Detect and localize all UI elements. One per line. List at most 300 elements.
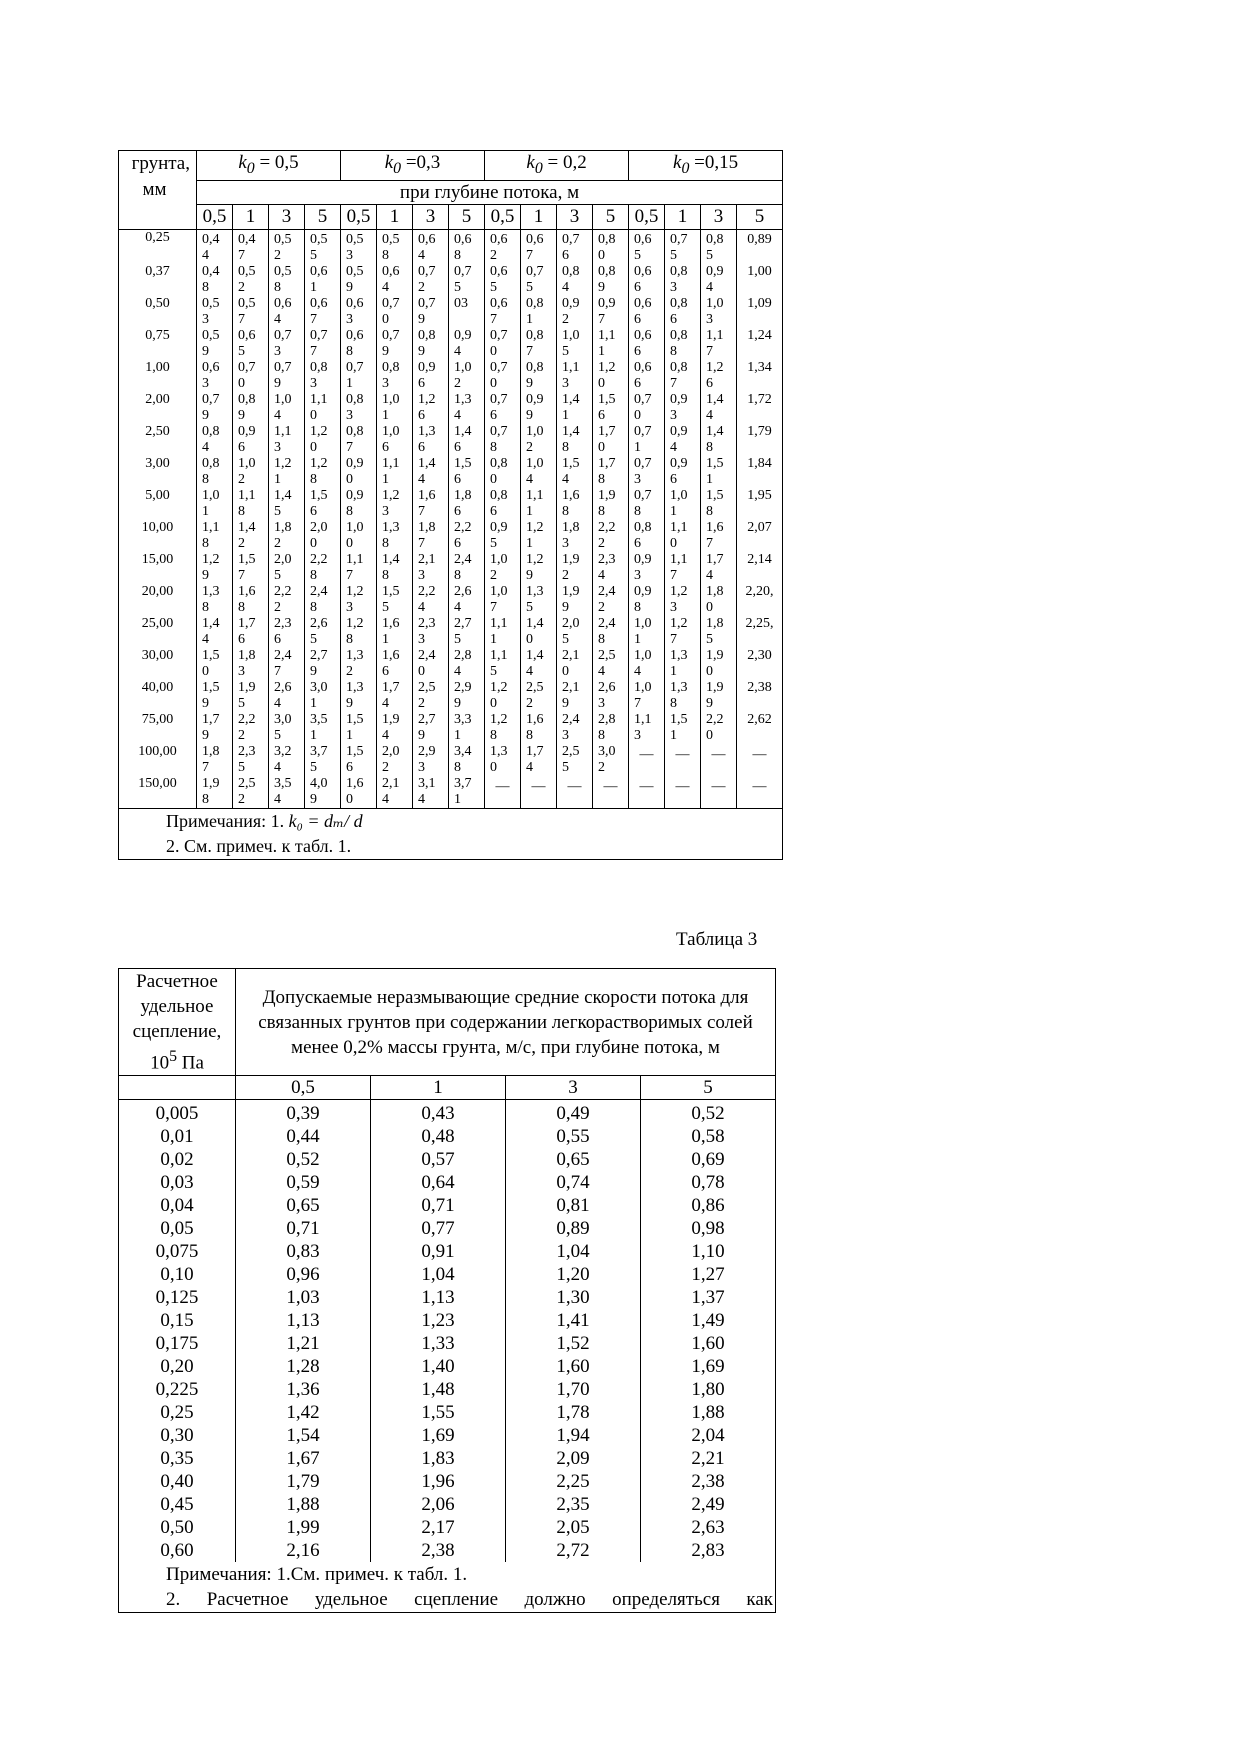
velocity-cell: 1,60 xyxy=(506,1355,641,1378)
velocity-cell: 1,7 0 xyxy=(593,424,629,456)
grain-size-cell: 40,00 xyxy=(119,680,197,712)
velocity-cell: 1,2 0 xyxy=(593,360,629,392)
velocity-cell: 2,62 xyxy=(737,712,783,744)
velocity-cell: 2,4 2 xyxy=(593,584,629,616)
velocity-cell: 0,89 xyxy=(506,1217,641,1240)
velocity-cell: 1,7 6 xyxy=(233,616,269,648)
velocity-cell: 0,7 8 xyxy=(629,488,665,520)
velocity-cell: — xyxy=(737,744,783,776)
table-row xyxy=(119,1286,776,1309)
table-row xyxy=(119,1378,776,1401)
depth-col-header: 3 xyxy=(701,204,737,229)
velocity-cell: 0,9 6 xyxy=(665,456,701,488)
velocity-cell: 1,79 xyxy=(236,1470,371,1493)
velocity-cell: 1,41 xyxy=(506,1309,641,1332)
velocity-cell: 1,94 xyxy=(506,1424,641,1447)
velocity-cell: 0,6 6 xyxy=(629,360,665,392)
velocity-cell: 2,4 3 xyxy=(557,712,593,744)
velocity-cell: 0,7 0 xyxy=(485,328,521,360)
velocity-cell: 0,8 9 xyxy=(233,392,269,424)
velocity-cell: 1,4 4 xyxy=(521,648,557,680)
velocity-cell: 0,6 6 xyxy=(629,264,665,296)
grain-size-cell: 30,00 xyxy=(119,648,197,680)
velocity-cell: 1,1 1 xyxy=(521,488,557,520)
velocity-cell: 1,3 9 xyxy=(341,680,377,712)
velocity-cell: 1,67 xyxy=(236,1447,371,1470)
velocity-cell: 3,4 8 xyxy=(449,744,485,776)
velocity-cell: 1,6 7 xyxy=(701,520,737,552)
grain-velocity-table xyxy=(118,150,783,860)
velocity-cell: 1,5 9 xyxy=(197,680,233,712)
velocity-cell: 2,8 8 xyxy=(593,712,629,744)
velocity-cell: 1,24 xyxy=(737,328,783,360)
velocity-cell: 1,2 3 xyxy=(341,584,377,616)
depth-col-header: 3 xyxy=(413,204,449,229)
velocity-cell: 1,0 1 xyxy=(197,488,233,520)
velocity-cell: 2,63 xyxy=(641,1516,776,1539)
velocity-cell: 0,7 3 xyxy=(269,328,305,360)
velocity-cell: 1,6 6 xyxy=(377,648,413,680)
velocity-cell: 0,7 2 xyxy=(413,264,449,296)
velocity-cell: 0,8 9 xyxy=(521,360,557,392)
velocity-cell: — xyxy=(557,776,593,809)
velocity-cell: 1,03 xyxy=(236,1286,371,1309)
velocity-cell: 0,6 3 xyxy=(197,360,233,392)
velocity-cell: 1,80 xyxy=(641,1378,776,1401)
velocity-cell: 1,3 4 xyxy=(449,392,485,424)
velocity-cell: 1,2 7 xyxy=(665,616,701,648)
velocity-cell: 1,9 4 xyxy=(377,712,413,744)
velocity-cell: 1,28 xyxy=(236,1355,371,1378)
velocity-cell: 2,4 8 xyxy=(449,552,485,584)
velocity-cell: 0,71 xyxy=(371,1194,506,1217)
cohesion-cell: 0,175 xyxy=(119,1332,236,1355)
velocity-cell: — xyxy=(629,776,665,809)
velocity-cell: 1,0 1 xyxy=(629,616,665,648)
velocity-cell: 0,9 8 xyxy=(341,488,377,520)
velocity-cell: 1,5 0 xyxy=(197,648,233,680)
grain-size-cell: 0,75 xyxy=(119,328,197,360)
velocity-cell: 0,6 7 xyxy=(521,229,557,264)
table-row xyxy=(119,488,783,520)
velocity-cell: 0,52 xyxy=(236,1148,371,1171)
velocity-cell: 2,3 4 xyxy=(593,552,629,584)
note-1 xyxy=(119,808,783,834)
velocity-cell: 1,4 5 xyxy=(269,488,305,520)
velocity-cell: 1,8 7 xyxy=(413,520,449,552)
velocity-cell: 3,3 1 xyxy=(449,712,485,744)
table-row xyxy=(119,229,783,264)
velocity-cell: 0,8 9 xyxy=(593,264,629,296)
velocity-cell: 0,9 3 xyxy=(665,392,701,424)
grain-size-cell: 15,00 xyxy=(119,552,197,584)
velocity-cell: 2,1 0 xyxy=(557,648,593,680)
cohesion-cell: 0,35 xyxy=(119,1447,236,1470)
velocity-cell: 0,5 2 xyxy=(233,264,269,296)
depth-col-header: 5 xyxy=(593,204,629,229)
velocity-cell: 2,7 5 xyxy=(449,616,485,648)
velocity-cell: 0,8 8 xyxy=(197,456,233,488)
note-row xyxy=(119,808,783,834)
velocity-cell: — xyxy=(665,776,701,809)
velocity-cell: 1,0 4 xyxy=(269,392,305,424)
velocity-cell: 0,7 6 xyxy=(485,392,521,424)
velocity-cell: 0,5 8 xyxy=(269,264,305,296)
table-row xyxy=(119,456,783,488)
velocity-cell: 1,9 9 xyxy=(557,584,593,616)
velocity-cell: 2,5 2 xyxy=(521,680,557,712)
velocity-cell: — xyxy=(665,744,701,776)
table-row xyxy=(119,1309,776,1332)
note-2: 2. См. примеч. к табл. 1. xyxy=(119,834,783,860)
velocity-cell: 3,0 1 xyxy=(305,680,341,712)
velocity-cell: 3,2 4 xyxy=(269,744,305,776)
velocity-cell: 1,5 4 xyxy=(557,456,593,488)
velocity-cell: 2,0 5 xyxy=(269,552,305,584)
velocity-cell: 0,5 5 xyxy=(305,229,341,264)
velocity-cell: 0,8 6 xyxy=(665,296,701,328)
velocity-cell: 0,7 5 xyxy=(521,264,557,296)
velocity-cell: 1,1 3 xyxy=(557,360,593,392)
table-row xyxy=(119,1148,776,1171)
table-row xyxy=(119,712,783,744)
velocity-cell: 1,4 8 xyxy=(557,424,593,456)
velocity-cell: 2,16 xyxy=(236,1539,371,1562)
velocity-cell: 1,13 xyxy=(371,1286,506,1309)
velocity-cell: 3,0 5 xyxy=(269,712,305,744)
velocity-cell: 2,38 xyxy=(737,680,783,712)
velocity-cell: 2,30 xyxy=(737,648,783,680)
velocity-cell: 2,38 xyxy=(641,1470,776,1493)
velocity-cell: 2,4 0 xyxy=(413,648,449,680)
table-row xyxy=(119,1493,776,1516)
velocity-cell: 3,1 4 xyxy=(413,776,449,809)
note-row xyxy=(119,1587,776,1613)
velocity-cell: 0,8 9 xyxy=(413,328,449,360)
velocity-cell: 2,2 8 xyxy=(305,552,341,584)
velocity-cell: 0,6 3 xyxy=(341,296,377,328)
velocity-cell: 1,88 xyxy=(641,1401,776,1424)
velocity-cell: 2,6 5 xyxy=(305,616,341,648)
velocity-cell: 0,9 9 xyxy=(521,392,557,424)
velocity-cell: 1,83 xyxy=(371,1447,506,1470)
velocity-cell: 1,1 0 xyxy=(665,520,701,552)
velocity-cell: 0,8 6 xyxy=(485,488,521,520)
velocity-cell: 2,09 xyxy=(506,1447,641,1470)
velocity-cell: 1,4 2 xyxy=(233,520,269,552)
velocity-cell: 1,2 1 xyxy=(521,520,557,552)
velocity-cell: 1,8 3 xyxy=(557,520,593,552)
velocity-cell: 1,6 8 xyxy=(521,712,557,744)
velocity-cell: 1,2 0 xyxy=(485,680,521,712)
velocity-cell: 2,25 xyxy=(506,1470,641,1493)
velocity-cell: 1,54 xyxy=(236,1424,371,1447)
velocity-cell: 1,2 6 xyxy=(413,392,449,424)
velocity-cell: 0,6 5 xyxy=(233,328,269,360)
velocity-cell: 0,8 7 xyxy=(665,360,701,392)
depth-col-header: 0,5 xyxy=(236,1076,371,1100)
velocity-cell: 1,2 0 xyxy=(305,424,341,456)
cohesion-cell: 0,075 xyxy=(119,1240,236,1263)
velocity-cell: 0,8 3 xyxy=(665,264,701,296)
velocity-cell: 0,5 9 xyxy=(341,264,377,296)
depth-col-header: 5 xyxy=(641,1076,776,1100)
velocity-cell: 2,5 2 xyxy=(233,776,269,809)
velocity-cell: 1,3 6 xyxy=(413,424,449,456)
velocity-cell: 0,8 3 xyxy=(305,360,341,392)
velocity-cell: 0,64 xyxy=(371,1171,506,1194)
velocity-cell: — xyxy=(485,776,521,809)
velocity-cell: 1,96 xyxy=(371,1470,506,1493)
velocity-cell: 1,49 xyxy=(641,1309,776,1332)
depth-col-header: 3 xyxy=(269,204,305,229)
grain-size-cell: 25,00 xyxy=(119,616,197,648)
table-row xyxy=(119,552,783,584)
cohesion-cell: 0,25 xyxy=(119,1401,236,1424)
velocity-cell: 0,39 xyxy=(236,1100,371,1126)
velocity-cell: 1,5 6 xyxy=(305,488,341,520)
cohesion-cell: 0,15 xyxy=(119,1309,236,1332)
velocity-cell: 1,70 xyxy=(506,1378,641,1401)
velocity-cell: 2,06 xyxy=(371,1493,506,1516)
velocity-main-header: Допускаемые неразмывающие средние скорости потока для связанных грунтов при содержании легкорастворимых солей менее 0,2% массы грунта, м/с, при глубине потока, м xyxy=(236,969,776,1076)
velocity-cell: 1,5 8 xyxy=(701,488,737,520)
velocity-cell: 0,7 6 xyxy=(557,229,593,264)
velocity-cell: 1,9 8 xyxy=(197,776,233,809)
grain-size-header-line2: мм xyxy=(142,179,167,200)
velocity-cell: 1,4 4 xyxy=(197,616,233,648)
note-1-prefix: Примечания: 1. xyxy=(166,810,285,831)
velocity-cell: 1,69 xyxy=(641,1355,776,1378)
depth-col-header: 5 xyxy=(305,204,341,229)
k-header-3: $k_0 = 0,2$ xyxy=(485,151,629,181)
velocity-cell: 0,9 3 xyxy=(629,552,665,584)
velocity-cell: 1,0 1 xyxy=(377,392,413,424)
table-row xyxy=(119,616,783,648)
velocity-cell: 1,5 5 xyxy=(377,584,413,616)
velocity-cell: 1,3 8 xyxy=(377,520,413,552)
velocity-cell: 0,6 6 xyxy=(629,296,665,328)
velocity-cell: 1,8 0 xyxy=(701,584,737,616)
grain-size-cell: 0,25 xyxy=(119,229,197,264)
velocity-cell: 1,9 9 xyxy=(701,680,737,712)
cohesion-cell: 0,01 xyxy=(119,1125,236,1148)
table-row xyxy=(119,1171,776,1194)
velocity-cell: 1,0 5 xyxy=(557,328,593,360)
table-row xyxy=(119,584,783,616)
velocity-cell: 0,9 0 xyxy=(341,456,377,488)
velocity-cell: 1,4 8 xyxy=(377,552,413,584)
velocity-cell: 0,5 8 xyxy=(377,229,413,264)
table-row xyxy=(119,1217,776,1240)
depth-col-header: 1 xyxy=(665,204,701,229)
velocity-cell: 3,5 4 xyxy=(269,776,305,809)
velocity-cell: 0,6 6 xyxy=(629,328,665,360)
velocity-cell: 2,1 4 xyxy=(377,776,413,809)
velocity-cell: 1,9 2 xyxy=(557,552,593,584)
velocity-cell: 0,58 xyxy=(641,1125,776,1148)
velocity-cell: 0,8 6 xyxy=(629,520,665,552)
velocity-cell: 2,21 xyxy=(641,1447,776,1470)
velocity-cell: 0,7 0 xyxy=(233,360,269,392)
velocity-cell: 1,5 6 xyxy=(341,744,377,776)
velocity-cell: 1,00 xyxy=(737,264,783,296)
velocity-cell: 1,0 0 xyxy=(341,520,377,552)
velocity-cell: 1,79 xyxy=(737,424,783,456)
cohesion-cell: 0,45 xyxy=(119,1493,236,1516)
velocity-cell: 0,71 xyxy=(236,1217,371,1240)
velocity-cell: 0,8 4 xyxy=(197,424,233,456)
velocity-cell: 0,78 xyxy=(641,1171,776,1194)
velocity-cell: 1,0 7 xyxy=(629,680,665,712)
table-row xyxy=(119,1194,776,1217)
velocity-cell: 0,8 0 xyxy=(485,456,521,488)
table-row xyxy=(119,1332,776,1355)
velocity-cell: — xyxy=(521,776,557,809)
velocity-cell: 1,23 xyxy=(371,1309,506,1332)
grain-size-cell: 10,00 xyxy=(119,520,197,552)
velocity-cell: 0,96 xyxy=(236,1263,371,1286)
velocity-cell: 0,7 3 xyxy=(629,456,665,488)
velocity-cell: 1,8 2 xyxy=(269,520,305,552)
velocity-cell: 1,1 5 xyxy=(485,648,521,680)
velocity-cell: 1,4 0 xyxy=(521,616,557,648)
velocity-cell: — xyxy=(629,744,665,776)
velocity-cell: 1,1 0 xyxy=(305,392,341,424)
velocity-cell: 0,5 9 xyxy=(197,328,233,360)
velocity-cell: 1,2 6 xyxy=(701,360,737,392)
velocity-cell: 1,9 8 xyxy=(593,488,629,520)
velocity-cell: — xyxy=(701,744,737,776)
cohesion-cell: 0,20 xyxy=(119,1355,236,1378)
velocity-cell: 2,72 xyxy=(506,1539,641,1562)
velocity-cell: 0,48 xyxy=(371,1125,506,1148)
velocity-cell: 1,72 xyxy=(737,392,783,424)
velocity-cell: 1,8 7 xyxy=(197,744,233,776)
cohesion-cell: 0,05 xyxy=(119,1217,236,1240)
velocity-cell: 1,34 xyxy=(737,360,783,392)
cohesion-cell: 0,04 xyxy=(119,1194,236,1217)
table-row xyxy=(119,1401,776,1424)
velocity-cell: 1,7 8 xyxy=(593,456,629,488)
table-row xyxy=(119,648,783,680)
cohesive-soil-velocity-table xyxy=(118,968,776,1613)
velocity-cell: 1,1 7 xyxy=(701,328,737,360)
velocity-cell: 0,6 8 xyxy=(341,328,377,360)
velocity-cell: — xyxy=(701,776,737,809)
velocity-cell: 1,3 2 xyxy=(341,648,377,680)
velocity-cell: 3,7 1 xyxy=(449,776,485,809)
velocity-cell: 0,6 2 xyxy=(485,229,521,264)
velocity-cell: 1,8 3 xyxy=(233,648,269,680)
velocity-cell: 0,81 xyxy=(506,1194,641,1217)
velocity-cell: 1,6 1 xyxy=(377,616,413,648)
table-row xyxy=(119,1516,776,1539)
depth-col-header: 5 xyxy=(449,204,485,229)
cohesion-cell: 0,60 xyxy=(119,1539,236,1562)
velocity-cell: 1,78 xyxy=(506,1401,641,1424)
velocity-cell: 0,6 8 xyxy=(449,229,485,264)
velocity-cell: 1,4 4 xyxy=(701,392,737,424)
table-row xyxy=(119,744,783,776)
velocity-cell: 0,44 xyxy=(236,1125,371,1148)
table-row xyxy=(119,520,783,552)
velocity-cell: 1,3 8 xyxy=(197,584,233,616)
velocity-cell: 0,86 xyxy=(641,1194,776,1217)
velocity-cell: 0,9 6 xyxy=(413,360,449,392)
velocity-cell: 2,1 9 xyxy=(557,680,593,712)
note-1: Примечания: 1.См. примеч. к табл. 1. xyxy=(119,1562,776,1587)
depth-header: при глубине потока, м xyxy=(197,180,783,204)
velocity-cell: 2,9 9 xyxy=(449,680,485,712)
velocity-cell: 0,7 8 xyxy=(485,424,521,456)
velocity-cell: 0,6 4 xyxy=(377,264,413,296)
velocity-cell: 1,5 6 xyxy=(449,456,485,488)
table-row xyxy=(119,296,783,328)
note-row xyxy=(119,1562,776,1587)
table-row xyxy=(119,1263,776,1286)
velocity-cell: 0,8 5 xyxy=(701,229,737,264)
cohesion-header: Расчетное удельное сцепление, $10^5$ Па xyxy=(119,969,236,1076)
velocity-cell: 2,35 xyxy=(506,1493,641,1516)
cohesion-cell: 0,225 xyxy=(119,1378,236,1401)
k-header-2: $k_0 =0,3$ xyxy=(341,151,485,181)
velocity-cell: 1,0 2 xyxy=(485,552,521,584)
velocity-cell: 0,4 8 xyxy=(197,264,233,296)
velocity-cell: 0,5 7 xyxy=(233,296,269,328)
velocity-cell: 1,6 0 xyxy=(341,776,377,809)
velocity-cell: 2,5 2 xyxy=(413,680,449,712)
velocity-cell: 1,09 xyxy=(737,296,783,328)
velocity-cell: 0,6 1 xyxy=(305,264,341,296)
velocity-cell: 2,25, xyxy=(737,616,783,648)
velocity-cell: 0,7 7 xyxy=(305,328,341,360)
velocity-cell: 0,8 0 xyxy=(593,229,629,264)
velocity-cell: 1,8 5 xyxy=(701,616,737,648)
velocity-cell: 0,59 xyxy=(236,1171,371,1194)
velocity-cell: 0,7 9 xyxy=(377,328,413,360)
grain-size-cell: 100,00 xyxy=(119,744,197,776)
table-row xyxy=(119,1125,776,1148)
velocity-cell: 1,7 9 xyxy=(197,712,233,744)
velocity-cell: 0,74 xyxy=(506,1171,641,1194)
velocity-cell: 2,4 8 xyxy=(593,616,629,648)
velocity-cell: 2,2 4 xyxy=(413,584,449,616)
velocity-cell: 0,9 4 xyxy=(449,328,485,360)
velocity-cell: 1,55 xyxy=(371,1401,506,1424)
velocity-cell: 0,8 1 xyxy=(521,296,557,328)
velocity-cell: 1,6 8 xyxy=(233,584,269,616)
velocity-cell: 2,1 3 xyxy=(413,552,449,584)
grain-size-cell: 3,00 xyxy=(119,456,197,488)
velocity-cell: 1,2 1 xyxy=(269,456,305,488)
velocity-cell: 2,3 3 xyxy=(413,616,449,648)
velocity-cell: 0,9 2 xyxy=(557,296,593,328)
grain-size-cell: 1,00 xyxy=(119,360,197,392)
velocity-cell: 0,8 7 xyxy=(341,424,377,456)
note-1-formula: k₀ = dₘ/ d xyxy=(288,810,363,831)
velocity-cell: 0,5 3 xyxy=(341,229,377,264)
velocity-cell: 0,8 4 xyxy=(557,264,593,296)
velocity-cell: 1,0 7 xyxy=(485,584,521,616)
velocity-cell: 1,99 xyxy=(236,1516,371,1539)
velocity-cell: 0,7 0 xyxy=(485,360,521,392)
velocity-cell: 2,14 xyxy=(737,552,783,584)
velocity-cell: 1,2 3 xyxy=(377,488,413,520)
velocity-cell: 2,20, xyxy=(737,584,783,616)
table-row xyxy=(119,424,783,456)
velocity-cell: 1,5 1 xyxy=(341,712,377,744)
